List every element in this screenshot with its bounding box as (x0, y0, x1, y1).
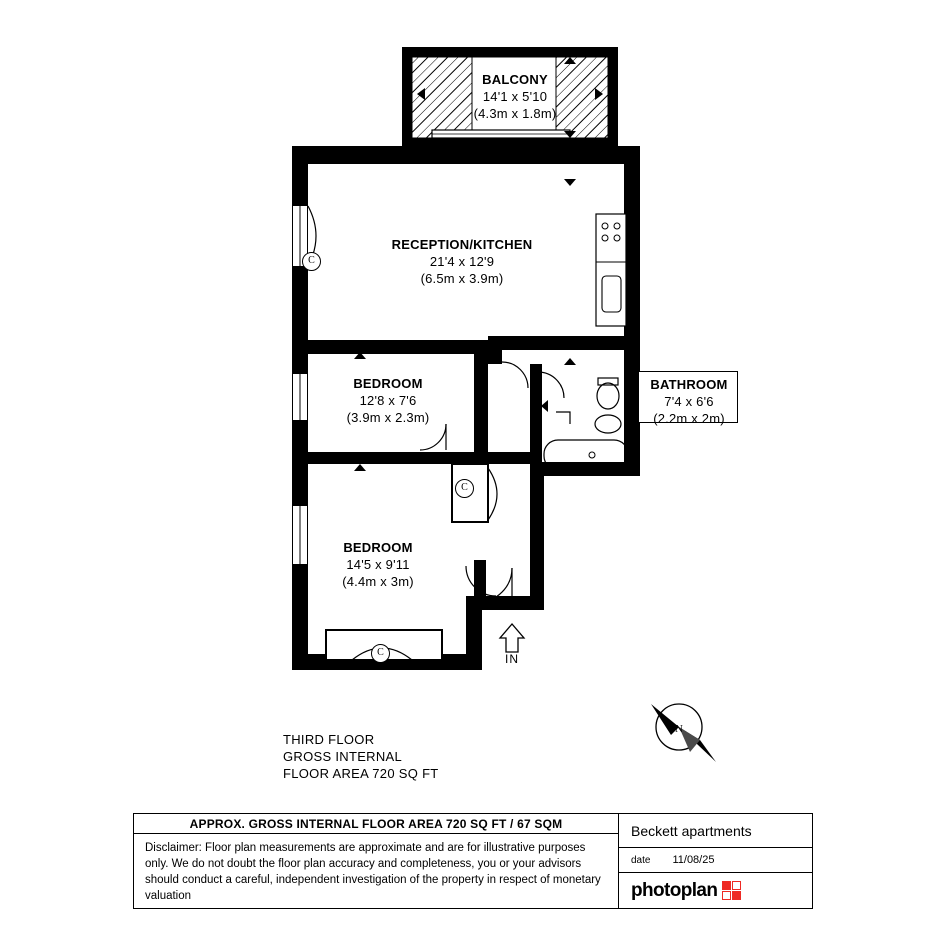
bathroom-fittings (544, 378, 628, 470)
room-label-bedroom-1: BEDROOM 12'8 x 7'6 (3.9m x 2.3m) (346, 376, 430, 425)
room-label-balcony: BALCONY 14'1 x 5'10 (4.3m x 1.8m) (473, 72, 557, 121)
svg-text:N: N (675, 723, 683, 735)
date-row (619, 848, 812, 873)
footer-block (133, 813, 813, 909)
footer-left-column (134, 814, 619, 908)
logo-text: photoplan (631, 879, 718, 901)
floor-note-line-1: THIRD FLOOR (283, 732, 375, 747)
room-label-bathroom: BATHROOM 7'4 x 6'6 (2.2m x 2m) (650, 377, 728, 426)
kitchen-fittings (596, 214, 626, 326)
photoplan-logo (619, 873, 812, 908)
date-value: 11/08/25 (672, 854, 715, 866)
entrance-label: IN (505, 652, 519, 666)
room-label-reception-kitchen: RECEPTION/KITCHEN 21'4 x 12'9 (6.5m x 3.9m) (391, 237, 533, 286)
cupboard-mark-bedroom-2-closet: C (455, 479, 474, 498)
floor-note-line-3: FLOOR AREA 720 SQ FT (283, 766, 439, 781)
logo-mark-icon (722, 881, 741, 900)
property-name: Beckett apartments (619, 814, 812, 848)
footer-right-column (619, 814, 812, 908)
footer-disclaimer: Disclaimer: Floor plan measurements are approximate and are for illustrative purposes only. We do not doubt the floor plan accuracy and completeness, you or your advisors should conduct a careful, independent investigation of the property in respect of monetary valuation (145, 842, 601, 902)
room-label-bedroom-2: BEDROOM 14'5 x 9'11 (4.4m x 3m) (342, 540, 414, 589)
floor-area-note (283, 731, 439, 782)
floor-note-line-2: GROSS INTERNAL (283, 749, 403, 764)
cupboard-mark-bedroom-2-lower: C (371, 644, 390, 663)
date-label: date (631, 854, 651, 866)
compass-rose (651, 704, 716, 762)
cupboard-mark-reception: C (302, 252, 321, 271)
entrance-arrow (500, 624, 524, 652)
footer-area-statement: APPROX. GROSS INTERNAL FLOOR AREA 720 SQ FT / 67 SQM (134, 814, 618, 834)
